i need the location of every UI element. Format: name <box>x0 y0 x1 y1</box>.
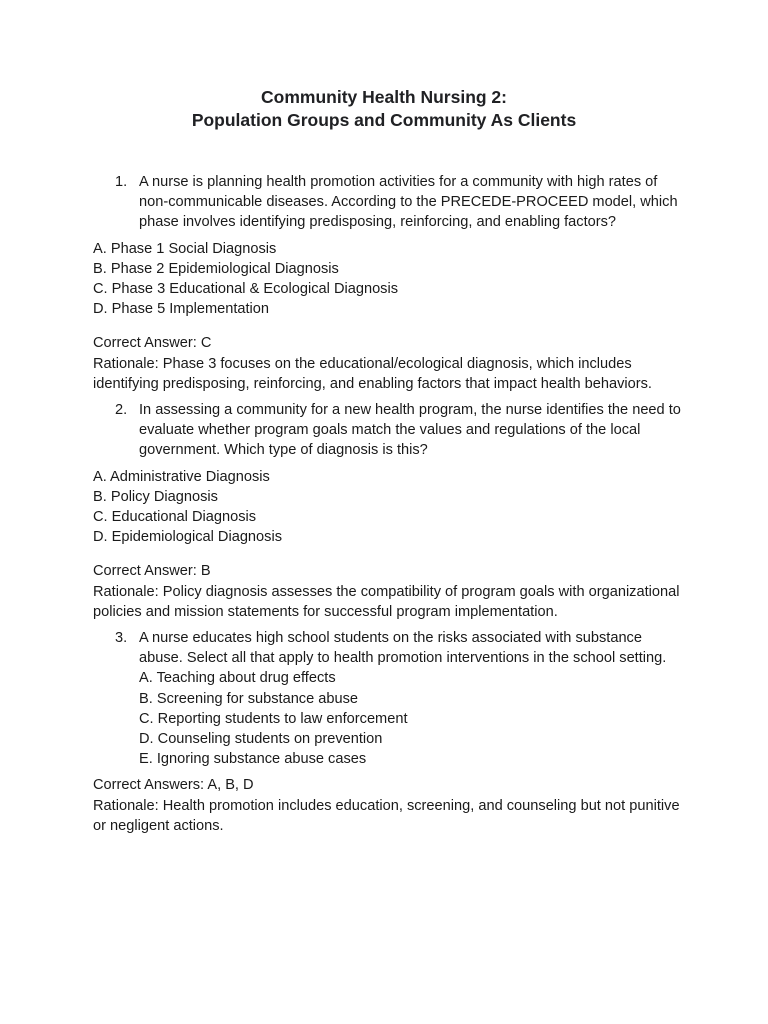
correct-answer: Correct Answer: B <box>93 563 211 580</box>
question-number: 2. <box>115 402 128 419</box>
rationale: Rationale: Health promotion includes education, screening, and counseling but not punitive or negligent actions. <box>93 797 680 834</box>
correct-answer: Correct Answers: A, B, D <box>93 777 254 794</box>
option-c: C. Reporting students to law enforcement <box>139 710 408 727</box>
option-d: D. Counseling students on prevention <box>139 731 383 748</box>
question-3-options <box>139 668 683 769</box>
option-b: B. Phase 2 Epidemiological Diagnosis <box>93 260 339 277</box>
question-3-answer <box>93 775 683 836</box>
question-text: A nurse educates high school students on the risks associated with substance abuse. Select all that apply to health promotion interventions in the school setting. <box>139 630 667 667</box>
rationale: Rationale: Policy diagnosis assesses the compatibility of program goals with organizational policies and mission statements for successful program implementation. <box>93 583 680 620</box>
option-d: D. Phase 5 Implementation <box>93 301 270 318</box>
title-line-2: Population Groups and Community As Clients <box>191 110 577 130</box>
question-1 <box>93 172 683 233</box>
option-e: E. Ignoring substance abuse cases <box>139 751 367 768</box>
correct-answer: Correct Answer: C <box>93 335 212 352</box>
question-number: 1. <box>115 174 128 190</box>
question-1-options <box>93 239 683 320</box>
rationale: Rationale: Phase 3 focuses on the educational/ecological diagnosis, which includes identifying predisposing, reinforcing, and enabling factors that impact health behaviors. <box>93 355 652 392</box>
option-d: D. Epidemiological Diagnosis <box>93 529 282 546</box>
option-c: C. Educational Diagnosis <box>93 509 257 526</box>
option-b: B. Policy Diagnosis <box>93 488 218 505</box>
question-number: 3. <box>115 630 128 647</box>
question-2-options <box>93 467 683 548</box>
option-a: A. Phase 1 Social Diagnosis <box>93 240 277 257</box>
option-c: C. Phase 3 Educational & Ecological Diagnosis <box>93 281 399 298</box>
title-line-1: Community Health Nursing 2: <box>261 87 507 107</box>
option-a: A. Administrative Diagnosis <box>93 468 270 485</box>
option-a: A. Teaching about drug effects <box>139 670 336 687</box>
question-text: A nurse is planning health promotion activities for a community with high rates of non-communicable diseases. According to the PRECEDE-PROCEED model, which phase involves identifying predisposing, reinforcing, and enabling factors? <box>139 174 678 231</box>
question-text: In assessing a community for a new health program, the nurse identifies the need to evaluate whether program goals match the values and regulations of the local government. Which type of diagnosis is this? <box>139 402 681 459</box>
option-b: B. Screening for substance abuse <box>139 690 359 707</box>
question-3 <box>93 628 683 769</box>
document-title <box>0 86 768 132</box>
question-2-answer <box>93 561 683 622</box>
question-2 <box>93 400 683 461</box>
question-1-answer <box>93 333 683 394</box>
question-list <box>93 172 683 836</box>
